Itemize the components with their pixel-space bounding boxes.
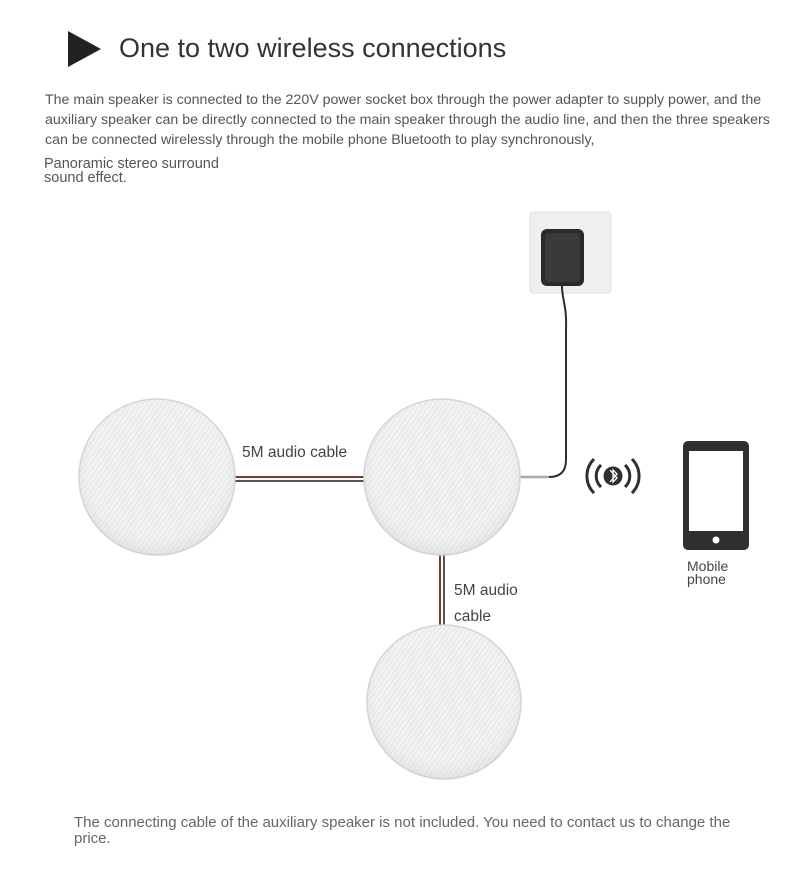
description-text: The main speaker is connected to the 220V power socket box through the power adapter to supply power, and the auxiliary speaker can be directly connected to the main speaker through the audio line, and then the three speakers can be connected wirelessly through the mobile phone Bluetooth to play synchronously, — [45, 92, 770, 148]
audio-cable-horizontal — [234, 477, 365, 481]
audio-cable-vertical — [440, 553, 444, 626]
cable-label-horizontal: 5M audio cable — [242, 444, 348, 461]
phone-label — [687, 560, 728, 586]
mobile-phone-icon — [683, 441, 749, 550]
auxiliary-speaker-left — [79, 399, 235, 555]
auxiliary-speaker-bottom — [367, 625, 521, 779]
phone-label-line-1: Mobile — [687, 558, 729, 574]
main-speaker — [364, 399, 520, 555]
power-adapter-icon — [520, 212, 611, 477]
description-line-2: sound effect. — [44, 170, 127, 186]
footer-note: The connecting cable of the auxiliary speaker is not included. You need to contact us to change the price. — [74, 814, 731, 847]
cable-label-line-2: cable — [454, 608, 492, 625]
cable-label-vertical — [454, 578, 518, 630]
bluetooth-icon — [587, 459, 639, 493]
description-line-1: Panoramic stereo surround — [44, 156, 219, 172]
phone-label-line-2: phone — [687, 571, 726, 587]
page-title: One to two wireless connections — [119, 33, 507, 63]
cable-label-line-1: 5M audio — [454, 582, 518, 599]
